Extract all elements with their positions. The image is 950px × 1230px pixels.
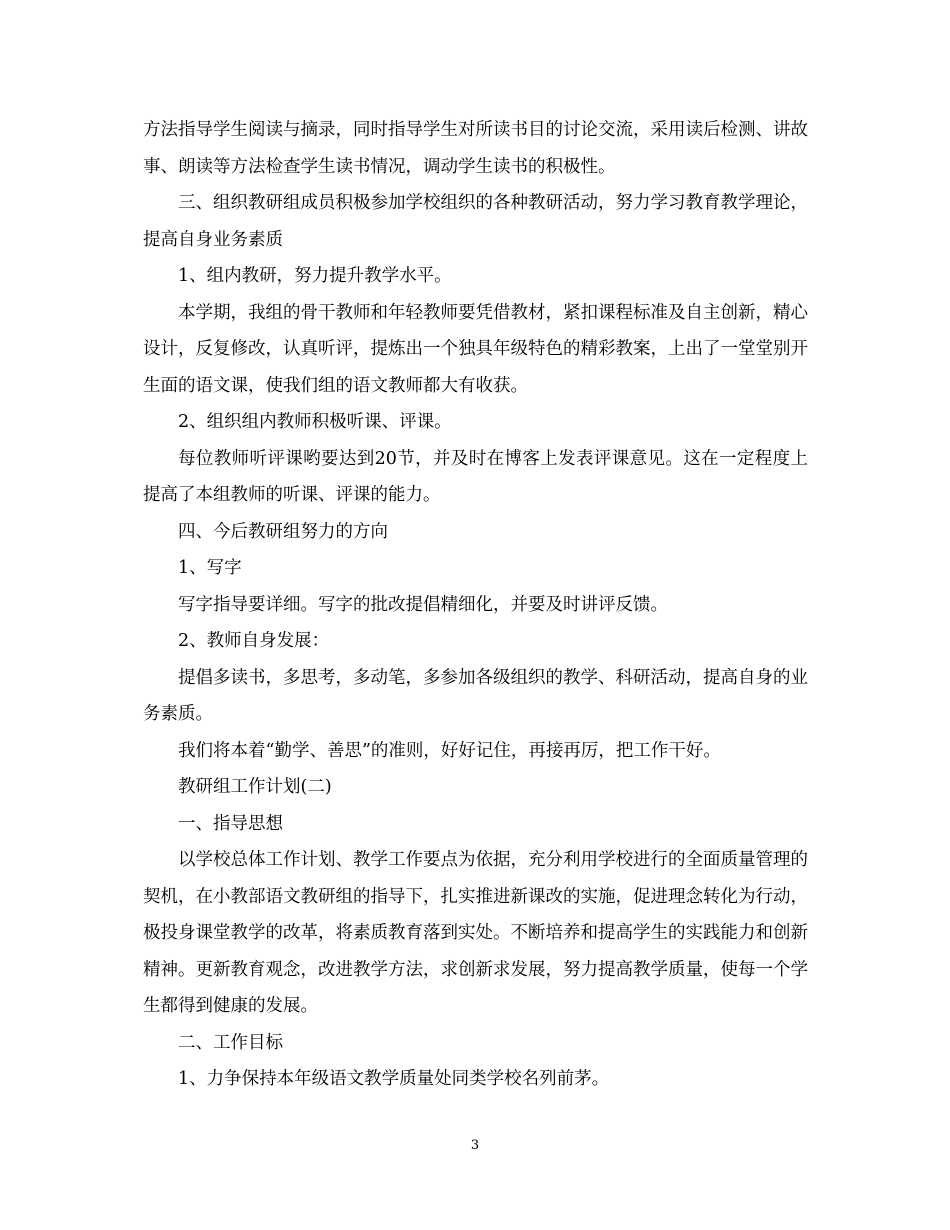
subheading: 2、组织组内教师积极听课、评课。	[178, 412, 452, 432]
paragraph: 我们将本着“勤学、善思”的准则，好好记住，再接再厉，把工作干好。	[178, 740, 721, 761]
paragraph: 提倡多读书，多思考，多动笔，多参加各级组织的教学、科研活动，提高自身的业务素质。	[143, 667, 808, 724]
subheading: 1、组内教研，努力提升教学水平。	[178, 266, 452, 286]
section-heading: 一、指导思想	[178, 813, 283, 834]
subheading: 1、写字	[178, 558, 242, 578]
document-body	[143, 112, 808, 1098]
section-heading: 三、组织教研组成员积极参加学校组织的各种教研活动，努力学习教育教学理论，提高自身业务素质	[143, 193, 808, 250]
paragraph: 1、力争保持本年级语文教学质量处同类学校名列前茅。	[178, 1069, 610, 1089]
document-title: 教研组工作计划(二)	[178, 777, 332, 797]
subheading: 2、教师自身发展：	[178, 631, 330, 651]
paragraph: 方法指导学生阅读与摘录，同时指导学生对所读书目的讨论交流，采用读后检测、讲故事、朗读等方法检查学生读书情况，调动学生读书的积极性。	[143, 120, 808, 177]
section-heading: 四、今后教研组努力的方向	[178, 521, 388, 542]
paragraph: 每位教师听评课哟要达到20节，并及时在博客上发表评课意见。这在一定程度上提高了本组教师的听课、评课的能力。	[143, 448, 808, 505]
paragraph: 本学期，我组的骨干教师和年轻教师要凭借教材，紧扣课程标准及自主创新，精心设计，反复修改，认真听评，提炼出一个独具年级特色的精彩教案，上出了一堂堂别开生面的语文课，使我们组的语文教师都大有收获。	[143, 302, 808, 396]
paragraph: 以学校总体工作计划、教学工作要点为依据，充分利用学校进行的全面质量管理的契机，在小教部语文教研组的指导下，扎实推进新课改的实施，促进理念转化为行动，极投身课堂教学的改革，将素质教育落到实处。不断培养和提高学生的实践能力和创新精神。更新教育观念，改进教学方法，求创新求发展，努力提高教学质量，使每一个学生都得到健康的发展。	[143, 850, 808, 1016]
paragraph: 写字指导要详细。写字的批改提倡精细化，并要及时讲评反馈。	[178, 594, 668, 615]
section-heading: 二、工作目标	[178, 1032, 283, 1053]
page-number: 3	[470, 1138, 480, 1153]
